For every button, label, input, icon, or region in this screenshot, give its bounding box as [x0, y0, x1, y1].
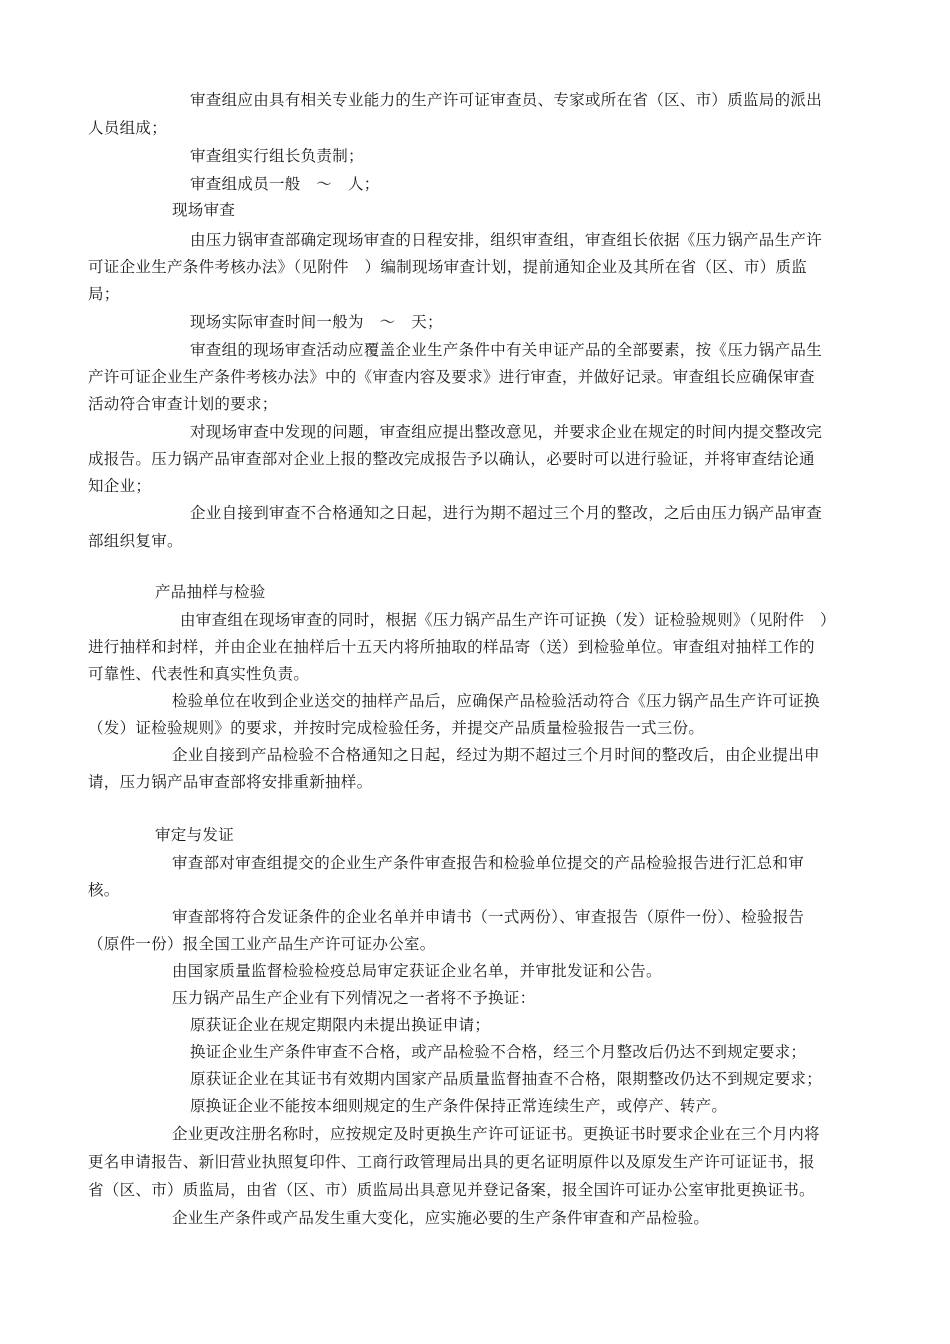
paragraph-line: 成报告。压力锅产品审查部对企业上报的整改完成报告予以确认，必要时可以进行验证，并将审查结论通 — [88, 450, 815, 468]
paragraph-line: 企业自接到产品检验不合格通知之日起，经过为期不超过三个月时间的整改后，由企业提出申 — [172, 746, 820, 764]
section-heading: 审定与发证 — [155, 826, 235, 844]
paragraph-line: 审查组实行组长负责制； — [190, 147, 364, 165]
paragraph-line: 检验单位在收到企业送交的抽样产品后，应确保产品检验活动符合《压力锅产品生产许可证换 — [172, 692, 820, 710]
paragraph-line: 企业自接到审查不合格通知之日起，进行为期不超过三个月的整改，之后由压力锅产品审查 — [190, 504, 823, 522]
paragraph-line: 压力锅产品生产企业有下列情况之一者将不予换证： — [172, 989, 536, 1007]
paragraph-line: 更名申请报告、新旧营业执照复印件、工商行政管理局出具的更名证明原件以及原发生产许可证证书，报 — [88, 1153, 815, 1171]
section-heading: 现场审查 — [172, 201, 236, 219]
paragraph-line: 现场实际审查时间一般为 ～ 天； — [190, 313, 443, 331]
paragraph-line: 审查部将符合发证条件的企业名单并申请书（一式两份）、审查报告（原件一份）、检验报告 — [172, 908, 805, 926]
paragraph-line: 可靠性、代表性和真实性负责。 — [88, 665, 310, 683]
paragraph-line: 请，压力锅产品审查部将安排重新抽样。 — [88, 773, 373, 791]
paragraph-line: 核。 — [88, 881, 120, 899]
paragraph-line: 企业生产条件或产品发生重大变化，应实施必要的生产条件审查和产品检验。 — [172, 1209, 710, 1227]
list-item: 换证企业生产条件审查不合格，或产品检验不合格，经三个月整改后仍达不到规定要求； — [190, 1043, 807, 1061]
paragraph-line: 局； — [88, 285, 120, 303]
paragraph-line: 审查部对审查组提交的企业生产条件审查报告和检验单位提交的产品检验报告进行汇总和审 — [172, 854, 805, 872]
paragraph-line: 活动符合审查计划的要求； — [88, 395, 278, 413]
paragraph-line: 企业更改注册名称时，应按规定及时更换生产许可证证书。更换证书时要求企业在三个月内将 — [172, 1125, 820, 1143]
list-item: 原获证企业在其证书有效期内国家产品质量监督抽查不合格，限期整改仍达不到规定要求； — [190, 1070, 823, 1088]
paragraph-line: 审查组成员一般 ～ 人； — [190, 175, 380, 193]
paragraph-line: 由国家质量监督检验检疫总局审定获证企业名单，并审批发证和公告。 — [172, 962, 662, 980]
paragraph-line: 知企业； — [88, 477, 152, 495]
paragraph-line: 对现场审查中发现的问题，审查组应提出整改意见，并要求企业在规定的时间内提交整改完 — [190, 423, 823, 441]
paragraph-line: 进行抽样和封样，并由企业在抽样后十五天内将所抽取的样品寄（送）到检验单位。审查组对抽样工作的 — [88, 638, 815, 656]
paragraph-line: 省（区、市）质监局，由省（区、市）质监局出具意见并登记备案，报全国许可证办公室审批更换证书。 — [88, 1181, 815, 1199]
paragraph-line: 产许可证企业生产条件考核办法》中的《审查内容及要求》进行审查，并做好记录。审查组长应确保审查 — [88, 368, 815, 386]
paragraph-line: 审查组的现场审查活动应覆盖企业生产条件中有关申证产品的全部要素，按《压力锅产品生 — [190, 341, 823, 359]
paragraph-line: 可证企业生产条件考核办法》（见附件 ）编制现场审查计划，提前通知企业及其所在省（区、市）质监 — [88, 258, 808, 276]
paragraph-line: 部组织复审。 — [88, 532, 183, 550]
paragraph-line: 人员组成； — [88, 119, 168, 137]
paragraph-line: 审查组应由具有相关专业能力的生产许可证审查员、专家或所在省（区、市）质监局的派出 — [190, 91, 823, 109]
paragraph-line: （原件一份）报全国工业产品生产许可证办公室。 — [88, 935, 436, 953]
paragraph-line: （发）证检验规则》的要求，并按时完成检验任务，并提交产品质量检验报告一式三份。 — [88, 719, 705, 737]
paragraph-line: 由压力锅审查部确定现场审查的日程安排，组织审查组，审查组长依据《压力锅产品生产许 — [190, 231, 823, 249]
paragraph-line: 由审查组在现场审查的同时，根据《压力锅产品生产许可证换（发）证检验规则》（见附件 ） — [180, 611, 836, 629]
section-heading: 产品抽样与检验 — [155, 583, 266, 601]
list-item: 原换证企业不能按本细则规定的生产条件保持正常连续生产，或停产、转产。 — [190, 1097, 728, 1115]
list-item: 原获证企业在规定期限内未提出换证申请； — [190, 1016, 491, 1034]
